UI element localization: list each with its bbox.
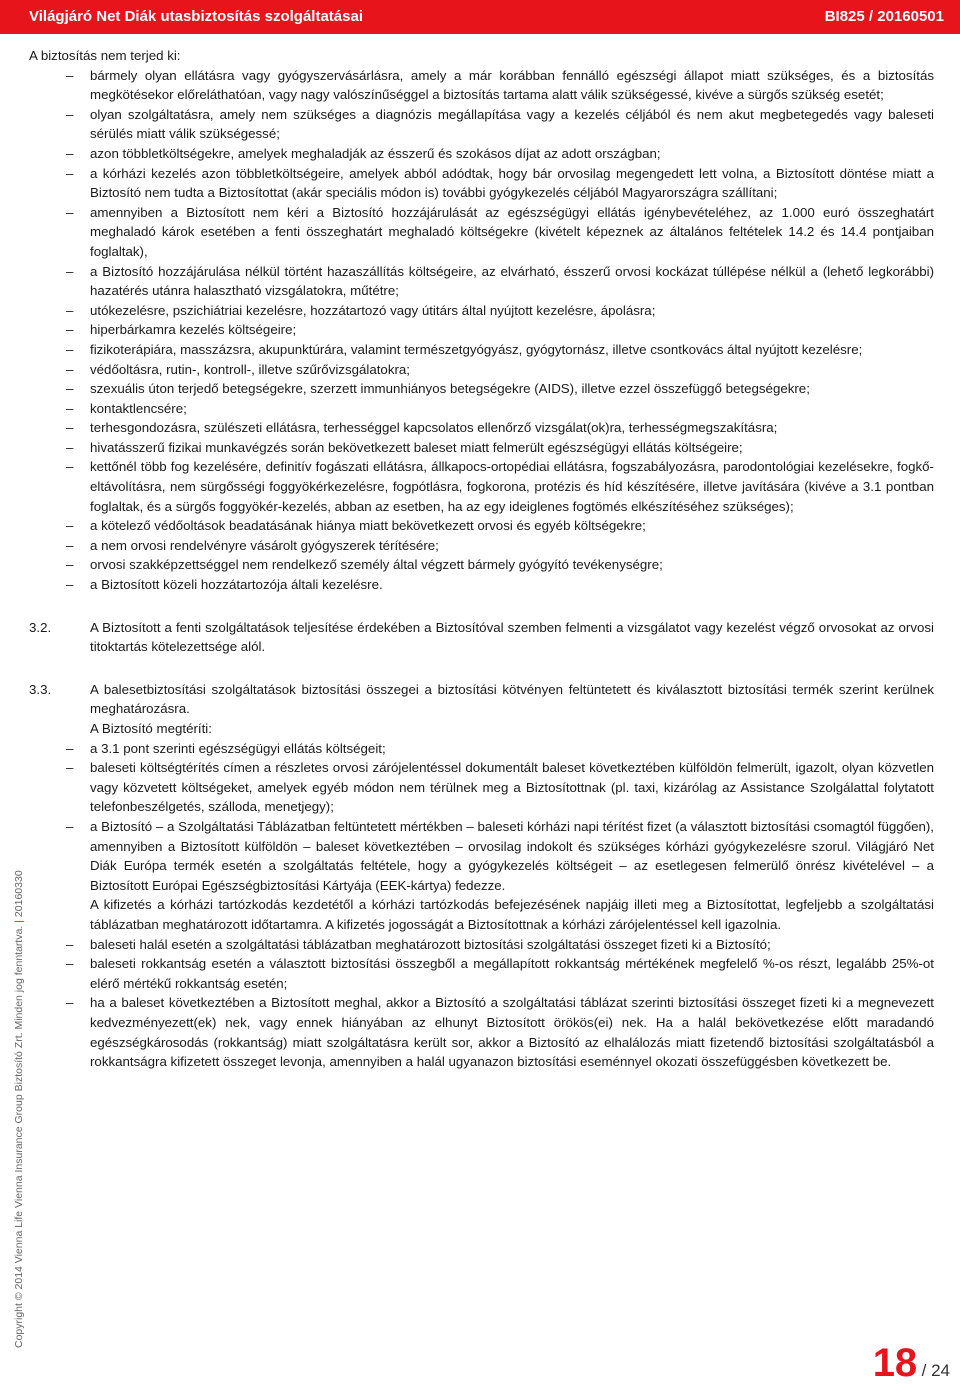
list-item: – terhesgondozásra, szülészeti ellátásra, terhességgel kapcsolatos ellenőrző vizsgálat(ok)ra, terhességmegszakításra;	[29, 418, 934, 438]
list-item: – azon többletköltségekre, amelyek meghaladják az ésszerű és szokásos díjat az adott országban;	[29, 144, 934, 164]
section-text: A balesetbiztosítási szolgáltatások biztosítási összegei a biztosítási kötvényen feltüntetett és kiválasztott biztosítási termék szerint kerülnek meghatározásra.	[90, 681, 934, 717]
exclusions-list	[29, 66, 934, 595]
list-item: – bármely olyan ellátásra vagy gyógyszervásárlásra, amely a már korábban fennálló egészségi állapot miatt szükséges, és a biztosítás megkötésekor előreláthatóan, vagy nagy valószínűséggel a biztosítás tartama alatt válik szükségessé, kivéve a sürgős szükség esetét;	[29, 66, 934, 105]
section-number: 3.3.	[29, 681, 52, 697]
list-item: – hiperbárkamra kezelés költségeire;	[29, 320, 934, 340]
list-item: – olyan szolgáltatásra, amely nem szükséges a diagnózis megállapítása vagy a kezelés céljából és nem akut megbetegedés vagy baleseti sérülés miatt válik szükségessé;	[29, 105, 934, 144]
header-title: Világjáró Net Diák utasbiztosítás szolgáltatásai	[29, 8, 363, 25]
list-item: – orvosi szakképzettséggel nem rendelkező személy által végzett bármely gyógyító tevékenységre;	[29, 555, 934, 575]
list-item: – a Biztosított közeli hozzátartozója általi kezelésre.	[29, 575, 934, 595]
pays-label: A Biztosító megtéríti:	[90, 721, 212, 736]
list-item: – baleseti rokkantság esetén a választott biztosítási összegből a megállapított rokkantság mértékének megfelelő %-os részt, legalább 25%-ot elérő mértékű rokkantság esetén;	[29, 954, 934, 993]
total-pages: / 24	[921, 1361, 950, 1380]
list-item: – ha a baleset következtében a Biztosított meghal, akkor a Biztosító a szolgáltatási táblázat szerinti biztosítási összeget fizeti ki a megnevezett kedvezményezett(ek) nek, vagy ennek hiányában az elhunyt Biztosított örökös(ei) nek. Ha a halál bekövetkezése előtt maradandó egészségkárosodás (rokkantság) miatt szolgáltatásra került sor, akkor a Biztosító az elhalálozás miatt fizetendő biztosítási szolgáltatásból a rokkantságra kifizetett összeget levonja, amennyiben a halál ugyanazon biztosítási eseménnyel okozati összefüggésben következett be.	[29, 993, 934, 1071]
copyright-text: Copyright © 2014 Vienna Life Vienna Insurance Group Biztosító Zrt. Minden jog fenntartva.	[13, 925, 25, 1348]
list-item: – a kötelező védőoltások beadatásának hiánya miatt bekövetkezett orvosi és egyéb költségekre;	[29, 516, 934, 536]
copyright-sidebar	[13, 828, 27, 1348]
list-item: – kettőnél több fog kezelésére, definitív fogászati ellátásra, állkapocs-ortopédiai ellátásra, fogszabályozásra, parodontológiai kezelésekre, fogkő-eltávolításra, nem sürgősségi foggyökérkezelésre, fogpótlásra, fogkorona, protézis és híd készítésére, illetve javítására (kivéve a 3.1 pontban foglaltak, és a sürgős foggyökér-kezelés, abban az esetben, ha az egy ideiglenes fogtömés elkészítéséhez szükséges);	[29, 457, 934, 516]
list-item: – kontaktlencsére;	[29, 399, 934, 419]
document-body	[29, 46, 934, 1072]
document-code: BI825 / 20160501	[824, 8, 944, 25]
payments-list-2	[29, 935, 934, 1072]
page-number	[873, 1341, 950, 1386]
section-3-3	[29, 680, 934, 1072]
list-item: – védőoltásra, rutin-, kontroll-, illetve szűrővizsgálatokra;	[29, 360, 934, 380]
copyright-code: 20160330	[13, 870, 25, 918]
list-item: – a Biztosító – a Szolgáltatási Táblázatban feltüntetett mértékben – baleseti kórházi napi térítést fizet (a választott biztosítási csomagtól függően), amennyiben a Biztosított külföldön – baleset következtében – orvosilag indokolt és szükséges kórházi gyógykezelésre szorul. Világjáró Net Diák Európa termék esetén a szolgáltatás feltétele, hogy a gyógykezelés költségeit – az esetlegesen felmerülő önrész kivételével – a Biztosított Európai Egészségbiztosítási Kártyája (EEK-kártya) fedezze.	[29, 817, 934, 895]
section-text: A Biztosított a fenti szolgáltatások teljesítése érdekében a Biztosítóval szemben felmenti a vizsgálatot vagy kezelést végző orvosokat az orvosi titoktartás kötelezettsége alól.	[90, 619, 934, 655]
list-item: – utókezelésre, pszichiátriai kezelésre, hozzátartozó vagy útitárs által nyújtott kezelésre, ápolásra;	[29, 301, 934, 321]
section-3-2	[29, 618, 934, 657]
document-header	[0, 0, 960, 34]
payment-note: A kifizetés a kórházi tartózkodás kezdetétől a kórházi tartózkodás befejezésének napjáig illeti meg a Biztosítottat, legfeljebb a szolgáltatási táblázatban meghatározott időtartamra. A kifizetés jogosságát a Biztosítottnak a kórházi zárójelentéssel kell igazolnia.	[90, 897, 934, 932]
separator: |	[13, 919, 25, 923]
exclusions-intro: A biztosítás nem terjed ki:	[29, 48, 181, 63]
list-item: – a nem orvosi rendelvényre vásárolt gyógyszerek térítésére;	[29, 536, 934, 556]
list-item: – fizikoterápiára, masszázsra, akupunktúrára, valamint természetgyógyász, gyógytornász, illetve csontkovács által nyújtott kezelésre;	[29, 340, 934, 360]
list-item: – a Biztosító hozzájárulása nélkül történt hazaszállítás költségeire, az elvárható, ésszerű orvosi kockázat túllépése nélkül a (lehető legkorábbi) hazatérés utánra halasztható vizsgálatokra, műtétre;	[29, 262, 934, 301]
section-number: 3.2.	[29, 619, 52, 635]
list-item: – amennyiben a Biztosított nem kéri a Biztosító hozzájárulását az egészségügyi ellátás igénybevételéhez, az 1.000 euró összeghatárt meghaladó károk esetében a fenti összeghatárt meghaladó költségekre (kivételt képeznek az általános feltételek 14.2 és 14.4 pontjaiban foglaltak),	[29, 203, 934, 262]
payments-list	[29, 739, 934, 896]
list-item: – baleseti költségtérítés címen a részletes orvosi zárójelentéssel dokumentált baleset következtében külföldön felmerült, igazolt, olyan közvetlen vagy közvetett költségeket, amelyek egyéb módon nem térülnek meg a Biztosítottnak (pl. taxi, kizárólag az Assistance Szolgálattal folytatott telefonbeszélgetés, szálloda, menetjegy);	[29, 758, 934, 817]
current-page: 18	[872, 1341, 918, 1385]
list-item: – a 3.1 pont szerinti egészségügyi ellátás költségeit;	[29, 739, 934, 759]
list-item: – hivatásszerű fizikai munkavégzés során bekövetkezett baleset miatt felmerült egészségügyi ellátás költségeire;	[29, 438, 934, 458]
list-item: – a kórházi kezelés azon többletköltségeire, amelyek abból adódtak, hogy bár orvosilag megengedett lett volna, a Biztosított döntése miatt a Biztosító nem tudta a Biztosítottat (akár speciális módon is) további gyógykezelés céljából Magyarországra szállítani;	[29, 164, 934, 203]
list-item: – baleseti halál esetén a szolgáltatási táblázatban meghatározott biztosítási szolgáltatási összeget fizeti ki a Biztosító;	[29, 935, 934, 955]
list-item: – szexuális úton terjedő betegségekre, szerzett immunhiányos betegségekre (AIDS), illetve ezzel összefüggő betegségekre;	[29, 379, 934, 399]
